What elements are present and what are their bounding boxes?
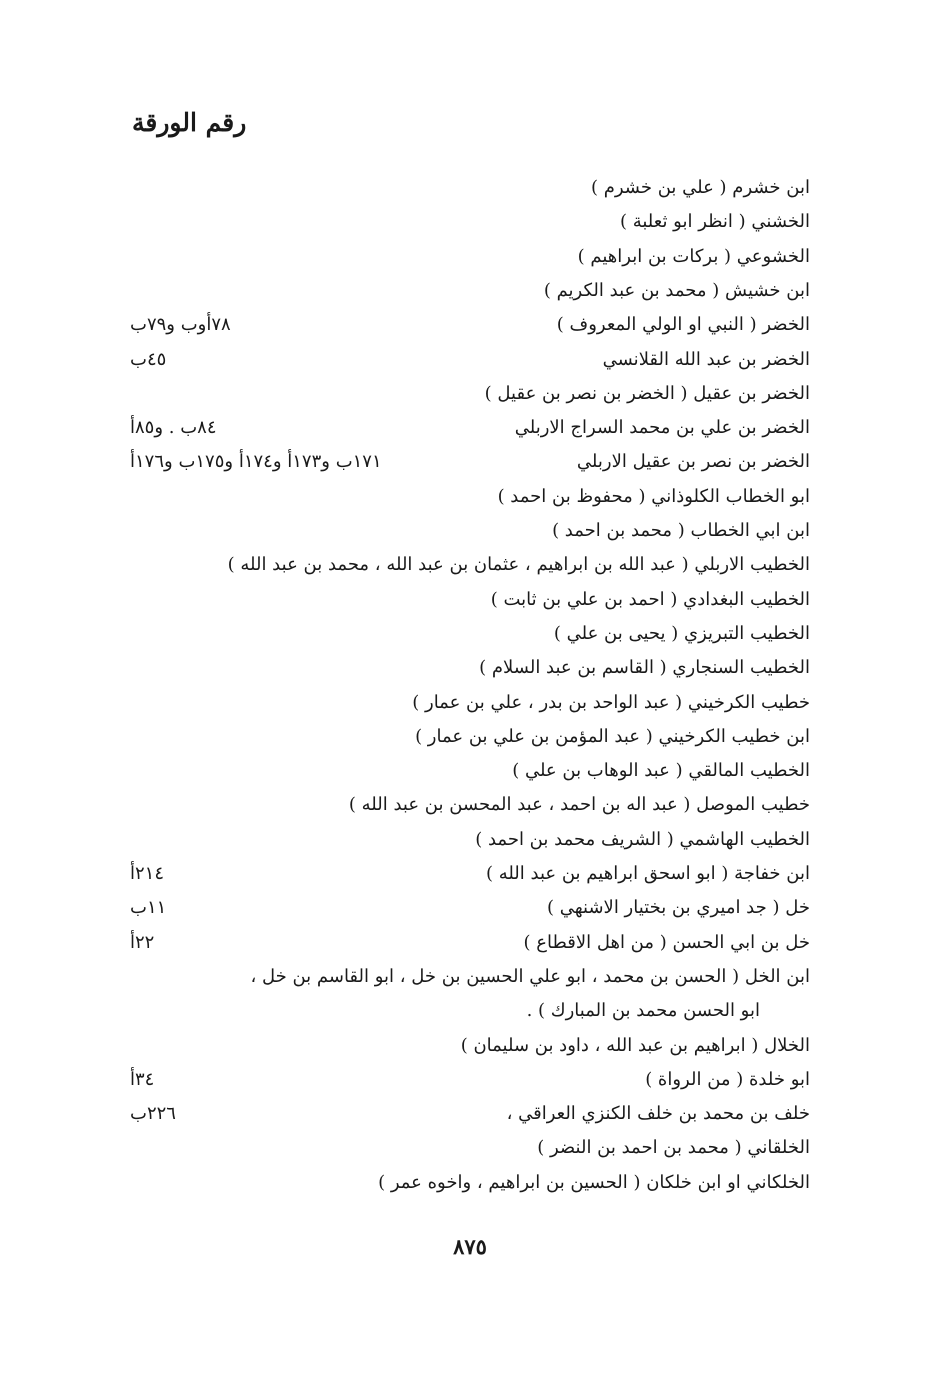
index-entry: [0, 791, 940, 825]
index-entry: [0, 826, 940, 860]
index-entry: [0, 517, 940, 551]
index-entry: [0, 551, 940, 585]
entry-name: ابو الحسن محمد بن المبارك ) .: [526, 1000, 760, 1022]
entry-name: الخطيب الهاشمي ( الشريف محمد بن احمد ): [475, 828, 810, 850]
entry-name: ابن الخل ( الحسن بن محمد ، ابو علي الحسين بن خل ، ابو القاسم بن خل ،: [250, 965, 810, 987]
entry-name: خل ( جد اميري بن بختيار الاشنهي ): [547, 897, 810, 919]
entry-name: ابن خشيش ( محمد بن عبد الكريم ): [543, 279, 810, 301]
entry-folio-reference: ٣٤أ: [130, 1068, 155, 1090]
entry-folio-reference: ٢٢٦ب: [130, 1103, 176, 1125]
index-entry: [0, 311, 940, 345]
entry-name: الخشني ( انظر ابو ثعلبة ): [619, 211, 810, 233]
index-entry: [0, 860, 940, 894]
entry-name: الخضر بن عقيل ( الخضر بن نصر بن عقيل ): [484, 382, 810, 404]
entry-name: خل بن ابي الحسن ( من اهل الاقطاع ): [523, 931, 810, 953]
entry-name: الخلال ( ابراهيم بن عبد الله ، داود بن سليمان ): [460, 1034, 810, 1056]
entry-name: الخضر بن علي بن محمد السراج الاربلي: [514, 417, 810, 439]
entry-name: ابو خلدة ( من الرواة ): [645, 1068, 810, 1090]
index-entry: [0, 243, 940, 277]
index-entry: [0, 586, 940, 620]
entry-name: ابن ابي الخطاب ( محمد بن احمد ): [552, 520, 810, 541]
index-entry: [0, 174, 940, 208]
index-entry: [0, 1134, 940, 1168]
entry-name: ابن خفاجة ( ابو اسحق ابراهيم بن عبد الله ): [485, 863, 810, 884]
entry-folio-reference: ٢١٤أ: [130, 863, 165, 884]
index-entry: [0, 1066, 940, 1100]
entry-name: الخضر بن نصر بن عقيل الاربلي: [576, 451, 810, 473]
index-entry: [0, 620, 940, 654]
index-entry: [0, 380, 940, 414]
entry-name: الخضر ( النبي او الولي المعروف ): [556, 314, 810, 336]
entry-name: الخطيب المالقي ( عبد الوهاب بن علي ): [512, 760, 810, 782]
entry-name: خطيب الموصل ( عبد اله بن احمد ، عبد المحسن بن عبد الله ): [348, 794, 810, 816]
entry-name: ابو الخطاب الكلوذاني ( محفوظ بن احمد ): [497, 485, 810, 507]
page-header-title: رقم الورقة: [132, 108, 247, 137]
index-entry: [0, 894, 940, 928]
index-entry: [0, 346, 940, 380]
entry-name: الخطيب التبريزي ( يحيى بن علي ): [553, 622, 810, 644]
entry-name: ابن خشرم ( علي بن خشرم ): [590, 177, 810, 198]
entry-name: الخطيب السنجاري ( القاسم بن عبد السلام ): [479, 657, 810, 679]
entry-folio-reference: ٤٥ب: [130, 348, 167, 370]
entry-folio-reference: ١٧١ب و١٧٣أ و١٧٤أ و١٧٥ب و١٧٦أ: [130, 451, 382, 473]
index-entry: [0, 1169, 940, 1203]
index-entry: [0, 929, 940, 963]
index-entry: [0, 1032, 940, 1066]
index-entry: [0, 963, 940, 997]
entry-name: خلف بن محمد بن خلف الكنزي العراقي ،: [506, 1103, 810, 1125]
index-entry-continuation: [0, 997, 940, 1031]
index-entry: [0, 448, 940, 482]
page-number: ٨٧٥: [453, 1234, 487, 1259]
entry-name: الخطيب البغدادي ( احمد بن علي بن ثابت ): [490, 588, 810, 610]
index-entry: [0, 483, 940, 517]
index-entry: [0, 414, 940, 448]
entry-folio-reference: ٧٨أوب و٧٩ب: [130, 314, 231, 336]
entry-name: الخلكاني او ابن خلكان ( الحسين بن ابراهيم ، واخوه عمر ): [378, 1171, 810, 1193]
entry-folio-reference: ٨٤ب . و٨٥أ: [130, 417, 217, 439]
index-entry: [0, 757, 940, 791]
entry-name: ابن خطيب الكرخيني ( عبد المؤمن بن علي بن عمار ): [415, 725, 810, 747]
index-entry: [0, 208, 940, 242]
entry-name: الخلقاني ( محمد بن احمد بن النضر ): [537, 1137, 810, 1159]
index-entry: [0, 689, 940, 723]
entry-name: الخضر بن عبد الله القلانسي: [602, 348, 810, 370]
index-entry: [0, 277, 940, 311]
entry-name: خطيب الكرخيني ( عبد الواحد بن بدر ، علي بن عمار ): [412, 691, 810, 713]
entry-name: الخشوعي ( بركات بن ابراهيم ): [577, 245, 810, 267]
index-entry: [0, 1100, 940, 1134]
entry-folio-reference: ١١ب: [130, 897, 167, 919]
entry-name: الخطيب الاربلي ( عبد الله بن ابراهيم ، عثمان بن عبد الله ، محمد بن عبد الله ): [227, 554, 810, 576]
index-entry: [0, 723, 940, 757]
index-entry: [0, 654, 940, 688]
entry-folio-reference: ٢٢أ: [130, 931, 155, 953]
